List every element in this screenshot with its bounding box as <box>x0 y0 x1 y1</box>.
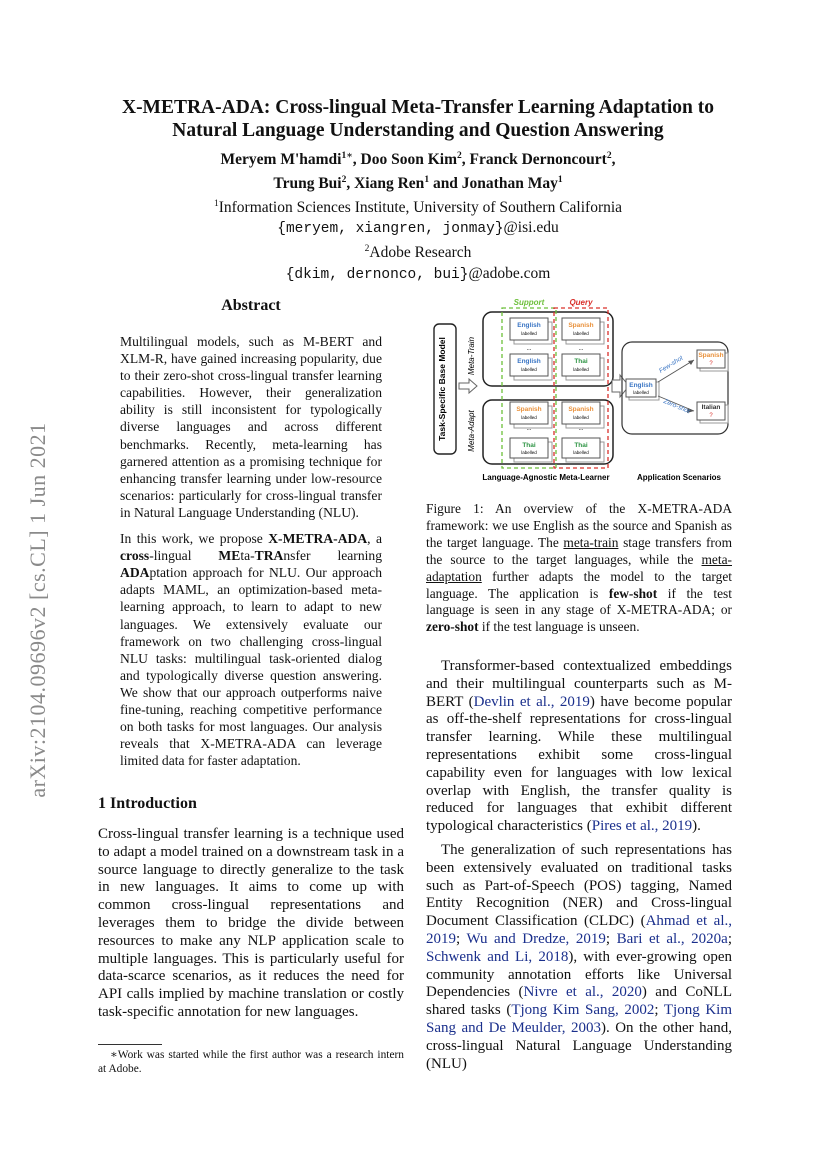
base-model-label: Task-Specific Base Model <box>437 337 447 441</box>
intro-right-column <box>426 658 732 1073</box>
citation-link[interactable]: Wu and Dredze, 2019 <box>466 930 606 947</box>
affiliation-sup: 1 <box>213 199 219 210</box>
underlined-run: meta-adaptation <box>426 551 732 584</box>
meta-learner-label: Language-Agnostic Meta-Learner <box>482 473 610 482</box>
author-sup: 2 <box>606 151 612 161</box>
card-thai-query-1 <box>562 354 604 380</box>
affiliation-sup: 2 <box>364 244 370 255</box>
intro-paragraph-1: Cross-lingual transfer learning is a technique used to adapt a model trained on a downstream task in a source language to directly generalize to the task in new languages. It aims to come up with common cross-lingual representations and leverages them to bridge the divide between resources to make any NLP application scale to multiple languages. This is particularly useful for data-scarce scenarios, as it reduces the need for API calls implied by machine translation or costly task-specific annotation for new languages. <box>98 826 404 1020</box>
intro-paragraph-2 <box>426 658 732 836</box>
caption-text <box>426 501 732 636</box>
card-spanish-query-2 <box>562 402 604 428</box>
svg-text:Spanish: Spanish <box>516 406 542 413</box>
text-run: , a <box>367 531 382 547</box>
card-thai-query-2 <box>562 438 604 462</box>
citation-link[interactable]: Pires et al., 2019 <box>591 818 693 835</box>
svg-text:?: ? <box>709 361 713 367</box>
text-run: ). On the other hand, cross-lingual Natural Language Understanding (NLU) <box>426 1019 732 1072</box>
svg-text:labelled: labelled <box>633 390 649 395</box>
abstract-heading: Abstract <box>221 297 281 314</box>
svg-text:Thai: Thai <box>574 358 588 365</box>
bold-run: zero-shot <box>426 619 479 635</box>
bold-run: few-shot <box>608 585 658 601</box>
arxiv-sidebar <box>16 375 60 845</box>
card-thai-support <box>510 438 552 462</box>
ellipsis: ... <box>526 426 532 432</box>
figure-1-caption <box>426 501 732 636</box>
author-line-2 <box>90 170 746 194</box>
author-sup: 1∗ <box>341 151 353 161</box>
abstract-paragraph-1: Multilingual models, such as M-BERT and XLM-R, have gained increasing popularity, due to their zero-shot cross-lingual transfer learning capabilities. However, their generalization ability is still inconsistent for typologically diverse languages and across different benchmarks. Recently, meta-learning has garnered attention as a promising technique for enhancing transfer learning under low-resource scenarios: particularly for cross-lingual transfer in Natural Language Understanding (NLU). <box>120 334 382 520</box>
text-run: In this work, we propose <box>120 531 269 547</box>
svg-text:labelled: labelled <box>521 450 537 455</box>
svg-text:Thai: Thai <box>574 442 588 449</box>
svg-text:Spanish: Spanish <box>568 322 594 329</box>
figure-1 <box>426 296 732 488</box>
text-run: ), with ever-growing open community annotation efforts like Universal Dependencies ( <box>426 948 732 1001</box>
svg-text:?: ? <box>709 413 713 419</box>
text-run: The generalization of such representations has been extensively evaluated on traditional tasks such as Part-of-Speech (POS) tagging, Named Entity Recognition (NER) and Cross-lingual Document Classification (CLDC) ( <box>426 841 732 930</box>
title-line-1: X-METRA-ADA: Cross-lingual Meta-Transfer Learning Adaptation to <box>121 97 715 118</box>
application-label: Application Scenarios <box>636 473 722 482</box>
email-domain: @isi.edu <box>503 219 559 237</box>
text-run: stage transfers from the source to the target languages, while the <box>426 534 732 567</box>
svg-text:labelled: labelled <box>521 367 537 372</box>
footnote-rule <box>98 1044 162 1045</box>
text-run: ta- <box>240 548 255 564</box>
author-list <box>90 146 746 194</box>
author-name: and Jonathan May <box>429 175 558 193</box>
text-run: ) have become popular as off-the-shelf representations for cross-lingual transfer learning. While these multilingual representations exhibit some cross-lingual capability even for languages with low lexical overlap with English, the transfer quality is reduced for languages that exhibit different typological characteristics ( <box>426 693 732 835</box>
text-run: Transformer-based contextualized embeddings and their multilingual counterparts such as M-BERT ( <box>426 658 732 710</box>
title-block <box>90 96 746 285</box>
citation-link[interactable]: Devlin et al., 2019 <box>473 693 590 710</box>
author-sup: 1 <box>557 175 563 186</box>
svg-text:labelled: labelled <box>573 415 589 420</box>
svg-text:labelled: labelled <box>573 331 589 336</box>
svg-text:labelled: labelled <box>521 415 537 420</box>
bold-run: ME <box>218 548 241 564</box>
intro-left-column <box>98 826 404 1022</box>
card-spanish-support <box>510 402 552 428</box>
card-italian-app <box>697 402 728 423</box>
bold-run: X-METRA-ADA <box>268 531 368 547</box>
meta-adapt-label: Meta-Adapt <box>467 410 476 452</box>
citation-link[interactable]: Bari et al., 2020a <box>616 930 728 947</box>
footnote: ∗Work was started while the first author was a research intern at Adobe. <box>98 1049 404 1075</box>
text-run: -lingual <box>149 548 219 564</box>
author-sup: 2 <box>341 175 347 186</box>
email-domain: @adobe.com <box>468 264 551 282</box>
svg-text:labelled: labelled <box>521 331 537 336</box>
affiliations <box>90 194 746 284</box>
affiliation-1 <box>90 194 746 218</box>
text-run: further adapts the model to the target language. The application is <box>426 568 732 601</box>
intro-paragraph-3 <box>426 842 732 1073</box>
author-sup: 1 <box>424 175 430 186</box>
svg-text:English: English <box>517 322 541 329</box>
text-run: ) and CoNLL shared tasks ( <box>426 984 732 1019</box>
text-run: ; <box>727 930 733 947</box>
meta-train-label: Meta-Train <box>467 336 476 376</box>
card-spanish-query-1 <box>562 318 604 344</box>
arxiv-identifier: arXiv:2104.09696v2 [cs.CL] 1 Jun 2021 <box>25 422 50 798</box>
card-english-support-1 <box>510 318 552 344</box>
bold-run: cross <box>120 548 150 564</box>
author-name: , Xiang Ren <box>346 175 425 193</box>
text-run: ; <box>605 930 617 947</box>
arrow-head-icon <box>688 360 694 365</box>
title-line-2: Natural Language Understanding and Question Answering <box>172 120 664 141</box>
few-shot-label: Few-shot <box>658 354 685 375</box>
svg-text:Italian: Italian <box>701 404 721 411</box>
citation-link[interactable]: Ahmad et al., 2019 <box>426 913 732 947</box>
query-label: Query <box>569 298 593 307</box>
email-1[interactable] <box>90 218 746 239</box>
text-run: Figure 1: An overview of the X-METRA-ADA framework: we use English as the source and Spanish as the target language. The <box>426 501 732 550</box>
zero-shot-label: Zero-shot <box>662 397 691 416</box>
abstract-body <box>120 333 382 769</box>
svg-text:Spanish: Spanish <box>568 406 594 413</box>
card-english-support-2 <box>510 354 552 380</box>
svg-text:English: English <box>517 358 541 365</box>
affiliation-name: Information Sciences Institute, University of Southern California <box>218 199 623 217</box>
support-label: Support <box>513 298 545 307</box>
svg-text:labelled: labelled <box>573 450 589 455</box>
svg-text:labelled: labelled <box>573 367 589 372</box>
text-run: ; <box>456 930 467 947</box>
text-run: nsfer learning <box>283 548 382 564</box>
email-names: {dkim, dernonco, bui} <box>285 266 469 283</box>
author-name: Meryem M'hamdi <box>220 151 342 169</box>
citation-link[interactable]: Schwenk and Li, 2018 <box>426 948 569 965</box>
svg-text:Spanish: Spanish <box>698 352 724 359</box>
email-2[interactable] <box>90 264 746 285</box>
author-name: , Franck Dernoncourt <box>461 151 607 169</box>
author-name: , Doo Soon Kim <box>352 151 458 169</box>
citation-link[interactable]: Tjong Kim Sang, 2002 <box>511 1002 655 1019</box>
citation-link[interactable]: Nivre et al., 2020 <box>523 984 642 1001</box>
author-sup: 2 <box>457 151 462 161</box>
paper-title <box>90 96 746 142</box>
abstract-paragraph-2 <box>120 530 382 769</box>
underlined-run: meta-train <box>563 534 619 550</box>
section-heading-introduction: 1 Introduction <box>98 795 197 812</box>
bold-run: ADA <box>120 565 150 581</box>
citation-link[interactable]: Tjong Kim Sang and De Meulder, 2003 <box>426 1002 732 1036</box>
affiliation-2 <box>90 239 746 263</box>
text-run: ; <box>654 1002 664 1019</box>
ellipsis: ... <box>526 346 532 352</box>
ellipsis: ... <box>578 346 584 352</box>
svg-text:English: English <box>629 382 653 389</box>
text-run: ). <box>692 818 701 835</box>
bold-run: TRA <box>254 548 284 564</box>
affiliation-name: Adobe Research <box>369 244 472 262</box>
figure-1-diagram <box>426 296 732 488</box>
email-names: {meryem, xiangren, jonmay} <box>277 221 504 238</box>
author-line-1: Meryem M'hamdi$^{1∗}$, Doo Soon Kim$^2$, Franck Dernoncourt$^2$, <box>220 151 616 169</box>
text-run: if the test language is unseen. <box>478 619 640 635</box>
card-english-app <box>626 379 659 400</box>
text-run: ptation approach for NLU. Our approach adapts MAML, an optimization-based meta-learning approach, to learn to adapt to new languages. We extensively evaluate our framework on two challenging cross-lingual NLU tasks: multilingual task-oriented dialog and typologically diverse question answering. We show that our approach outperforms naive fine-tuning, reaching competitive performance on both tasks for most languages. Our analysis reveals that X-METRA-ADA can leverage limited data for faster adaptation. <box>120 565 382 769</box>
author-name: Trung Bui <box>273 175 342 193</box>
svg-text:Thai: Thai <box>522 442 536 449</box>
card-spanish-app <box>697 350 728 371</box>
ellipsis: ... <box>578 426 584 432</box>
text-run: if the test language is seen in any stage of X-METRA-ADA; or <box>426 585 732 618</box>
